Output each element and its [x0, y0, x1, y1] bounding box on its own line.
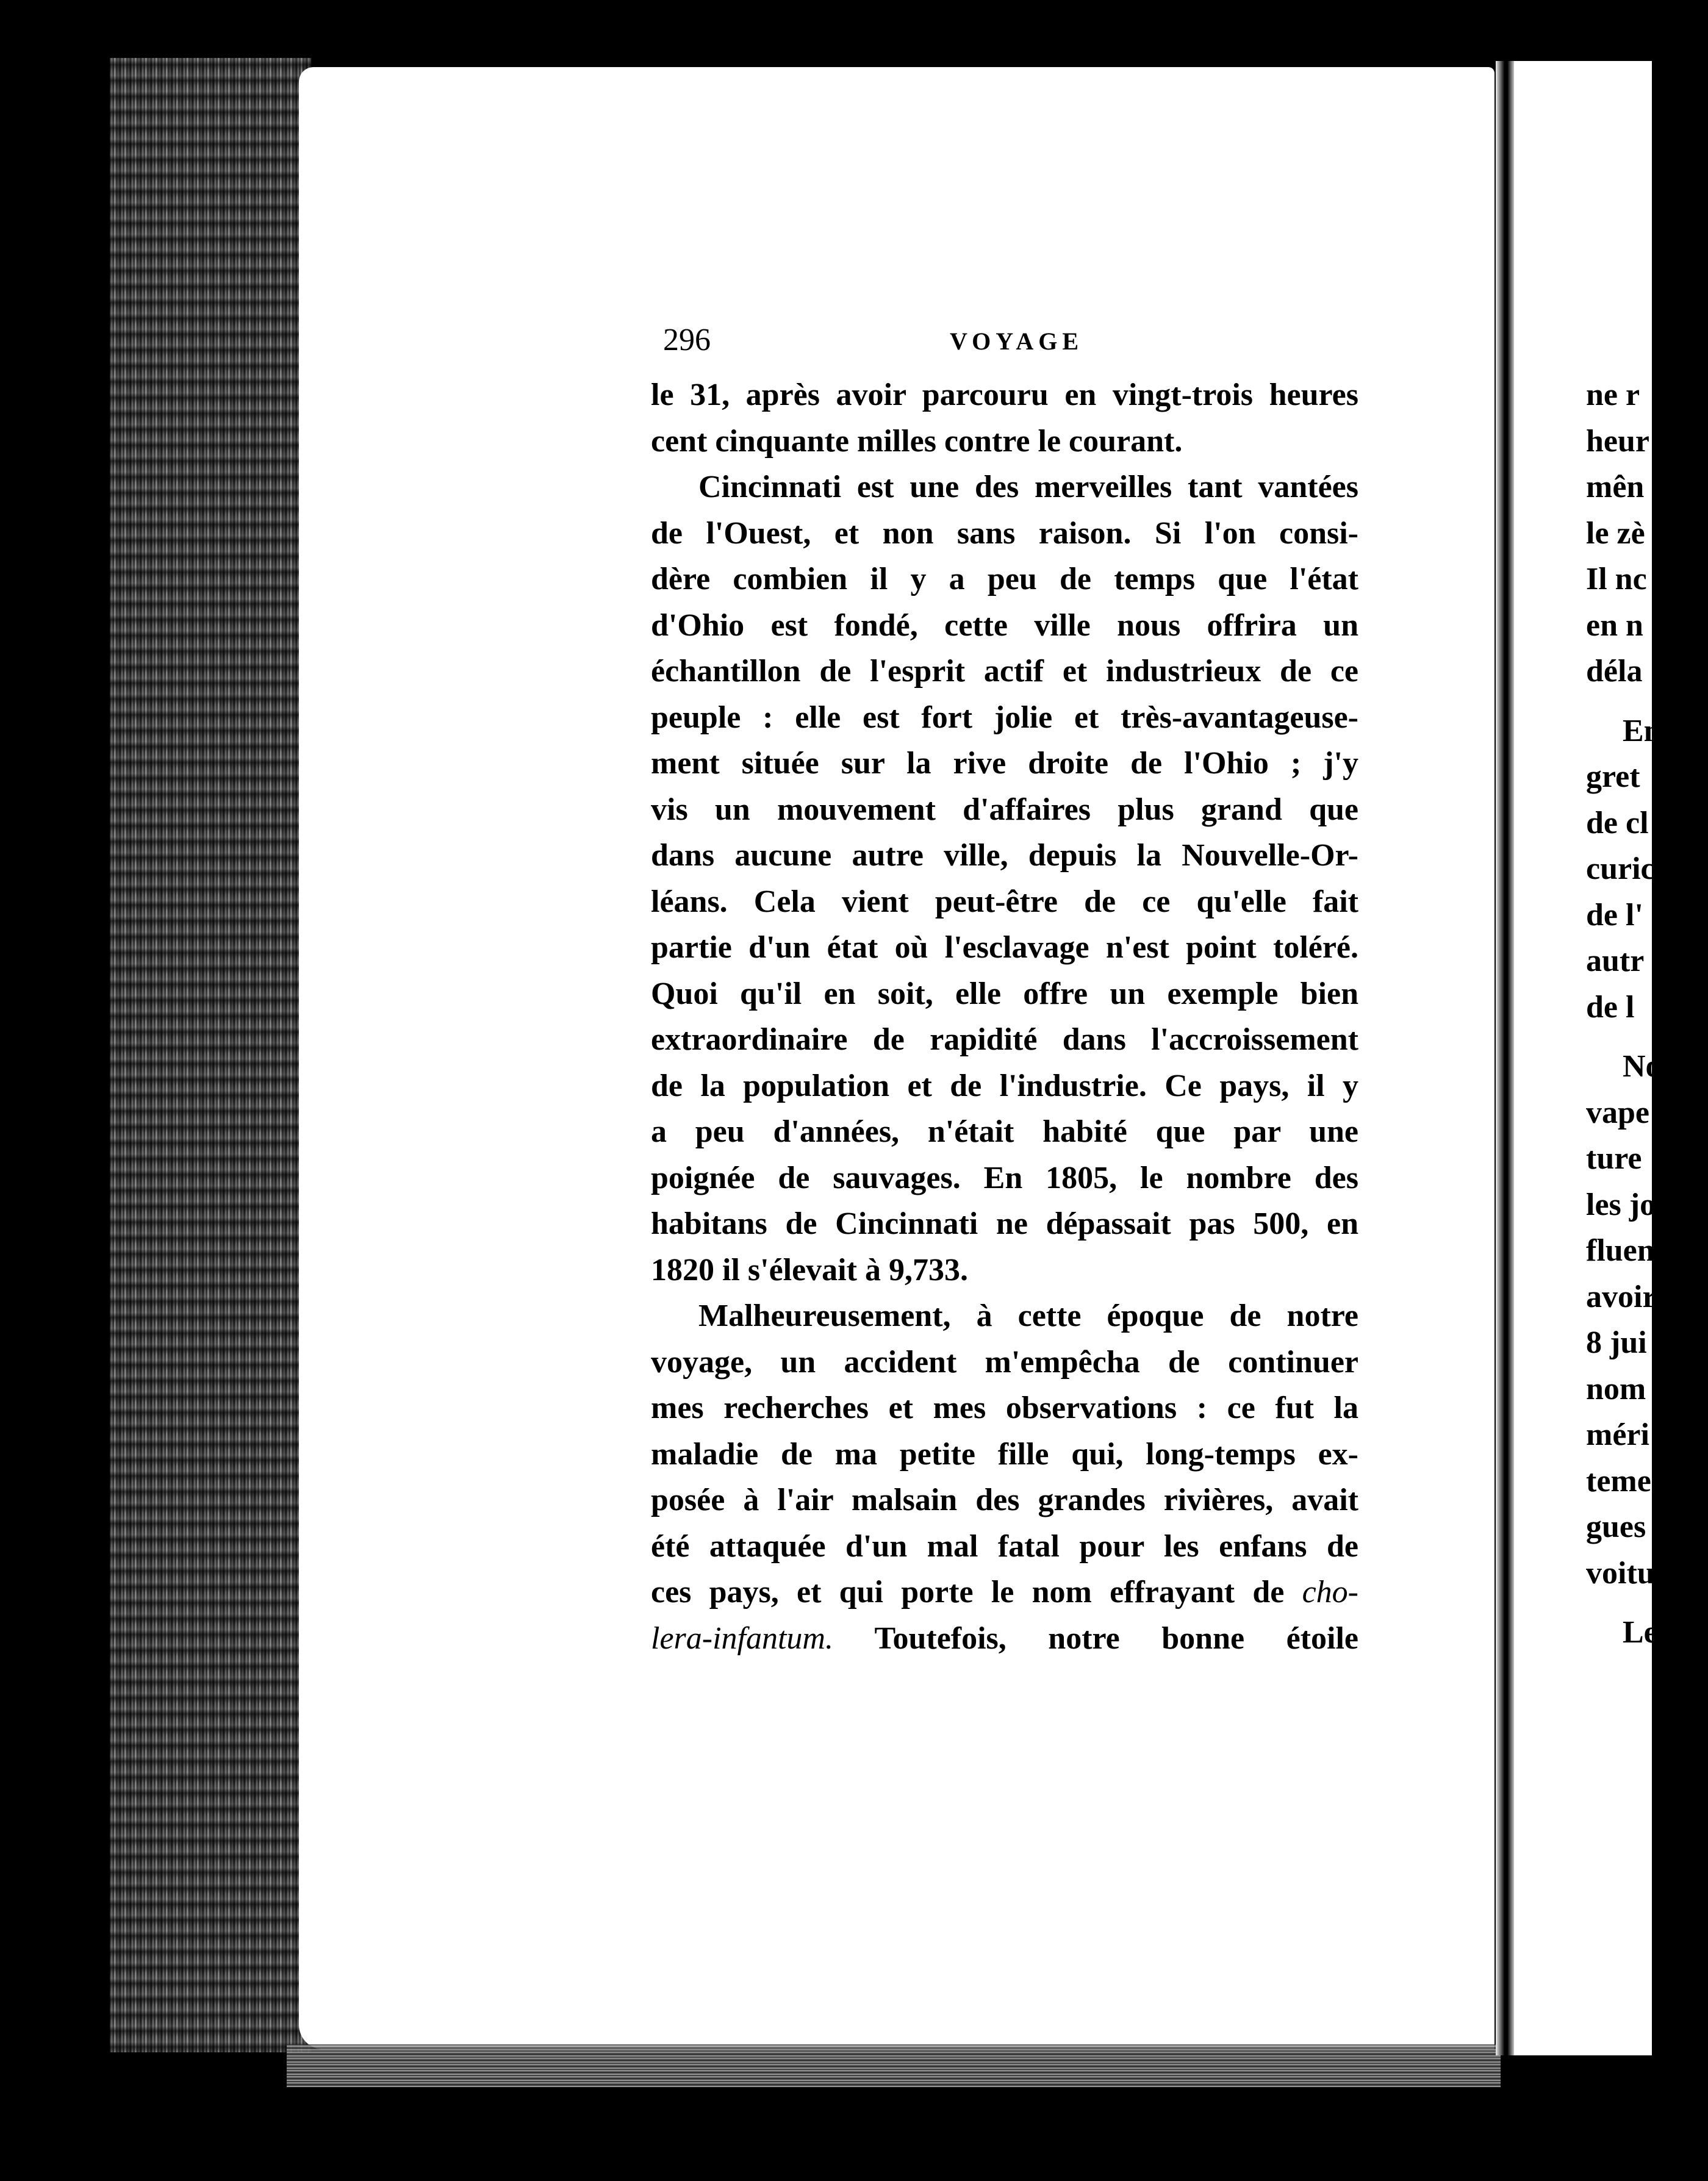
text-line: lera-infantum. Toutefois, notre bonne étoile [651, 1621, 1358, 1656]
right-text-line: En [1623, 713, 1662, 748]
text-line: extraordinaire de rapidité dans l'accroissement [651, 1022, 1358, 1057]
right-text-line: nom [1586, 1371, 1646, 1406]
right-text-line: les jo [1586, 1187, 1656, 1222]
right-text-line: déla [1586, 654, 1643, 689]
page-number: 296 [663, 323, 711, 357]
text-line: cent cinquante milles contre le courant. [651, 423, 1183, 459]
text-line: le 31, après avoir parcouru en vingt-trois heures [651, 378, 1358, 412]
text-line: Quoi qu'il en soit, elle offre un exemple bien [651, 976, 1358, 1011]
italic-term: lera-infantum. [651, 1621, 833, 1656]
page-edges-bottom [287, 2044, 1501, 2087]
text-line: Malheureusement, à cette époque de notre [698, 1298, 1358, 1333]
text-line: 1820 il s'élevait à 9,733. [651, 1252, 968, 1287]
right-text-line: de l [1586, 989, 1635, 1025]
page-edges-left [110, 58, 311, 2052]
right-text-line: gues [1586, 1510, 1646, 1544]
text-line: Cincinnati est une des merveilles tant vantées [698, 470, 1358, 504]
body-text [651, 372, 1358, 1661]
text-line: mes recherches et mes observations : ce fut la [651, 1391, 1358, 1425]
text-line: posée à l'air malsain des grandes rivières, avait [651, 1483, 1358, 1517]
right-text-line: avoir [1586, 1279, 1657, 1314]
text-line: dère combien il y a peu de temps que l'état [651, 562, 1358, 596]
right-text-line: méri [1586, 1417, 1649, 1452]
book-gutter [1496, 61, 1515, 2055]
running-head [663, 322, 1358, 365]
right-text-line: voitu [1586, 1555, 1655, 1591]
text-line: partie d'un état où l'esclavage n'est point toléré. [651, 930, 1358, 965]
text-line: maladie de ma petite fille qui, long-temps ex- [651, 1436, 1358, 1472]
running-title: VOYAGE [950, 328, 1084, 355]
right-text-line: mên [1586, 470, 1645, 504]
right-text-line: teme [1586, 1463, 1651, 1499]
text-line: léans. Cela vient peut-être de ce qu'elle fait [651, 884, 1358, 919]
right-text-line: de l' [1586, 897, 1643, 933]
text-line: dans aucune autre ville, depuis la Nouvelle-Or- [651, 838, 1358, 873]
text-line: poignée de sauvages. En 1805, le nombre des [651, 1160, 1358, 1195]
right-text-line: gret [1586, 759, 1640, 794]
text-line: de l'Ouest, et non sans raison. Si l'on consi- [651, 515, 1358, 551]
text-line: a peu d'années, n'était habité que par une [651, 1114, 1358, 1149]
right-text-line: en n [1586, 607, 1643, 643]
text-line: échantillon de l'esprit actif et industrieux de ce [651, 654, 1358, 689]
right-text-line: le zè [1586, 515, 1645, 551]
text-line: vis un mouvement d'affaires plus grand que [651, 792, 1358, 827]
right-text-line: Il nc [1586, 562, 1647, 596]
right-text-line: No [1623, 1049, 1662, 1084]
text-line: peuple : elle est fort jolie et très-avantageuse- [651, 700, 1358, 735]
text-line: d'Ohio est fondé, cette ville nous offrira un [651, 607, 1358, 643]
right-text-line: curic [1586, 851, 1655, 886]
right-text-line: fluen [1586, 1233, 1655, 1268]
text-line: de la population et de l'industrie. Ce pays, il y [651, 1068, 1358, 1103]
right-page-text-clip [1514, 61, 1662, 2055]
right-text-line: vape [1586, 1095, 1649, 1130]
right-page-text [1586, 372, 1708, 1656]
right-text-line: autr [1586, 944, 1645, 978]
right-text-line: Le [1623, 1615, 1658, 1650]
text-line: ces pays, et qui porte le nom effrayant de cho- [651, 1575, 1358, 1610]
text-line: habitans de Cincinnati ne dépassait pas 500, en [651, 1206, 1358, 1241]
right-text-line: ne r [1586, 378, 1640, 412]
text-line: voyage, un accident m'empêcha de continuer [651, 1344, 1358, 1380]
right-text-line: de cl [1586, 805, 1649, 840]
text-line: été attaquée d'un mal fatal pour les enfans de [651, 1528, 1358, 1564]
right-text-line: ture [1586, 1141, 1642, 1176]
right-text-line: heur [1586, 423, 1649, 459]
right-text-line: 8 jui [1586, 1325, 1647, 1360]
italic-term: cho- [1302, 1575, 1358, 1610]
text-line: ment située sur la rive droite de l'Ohio ; j'y [651, 746, 1358, 781]
